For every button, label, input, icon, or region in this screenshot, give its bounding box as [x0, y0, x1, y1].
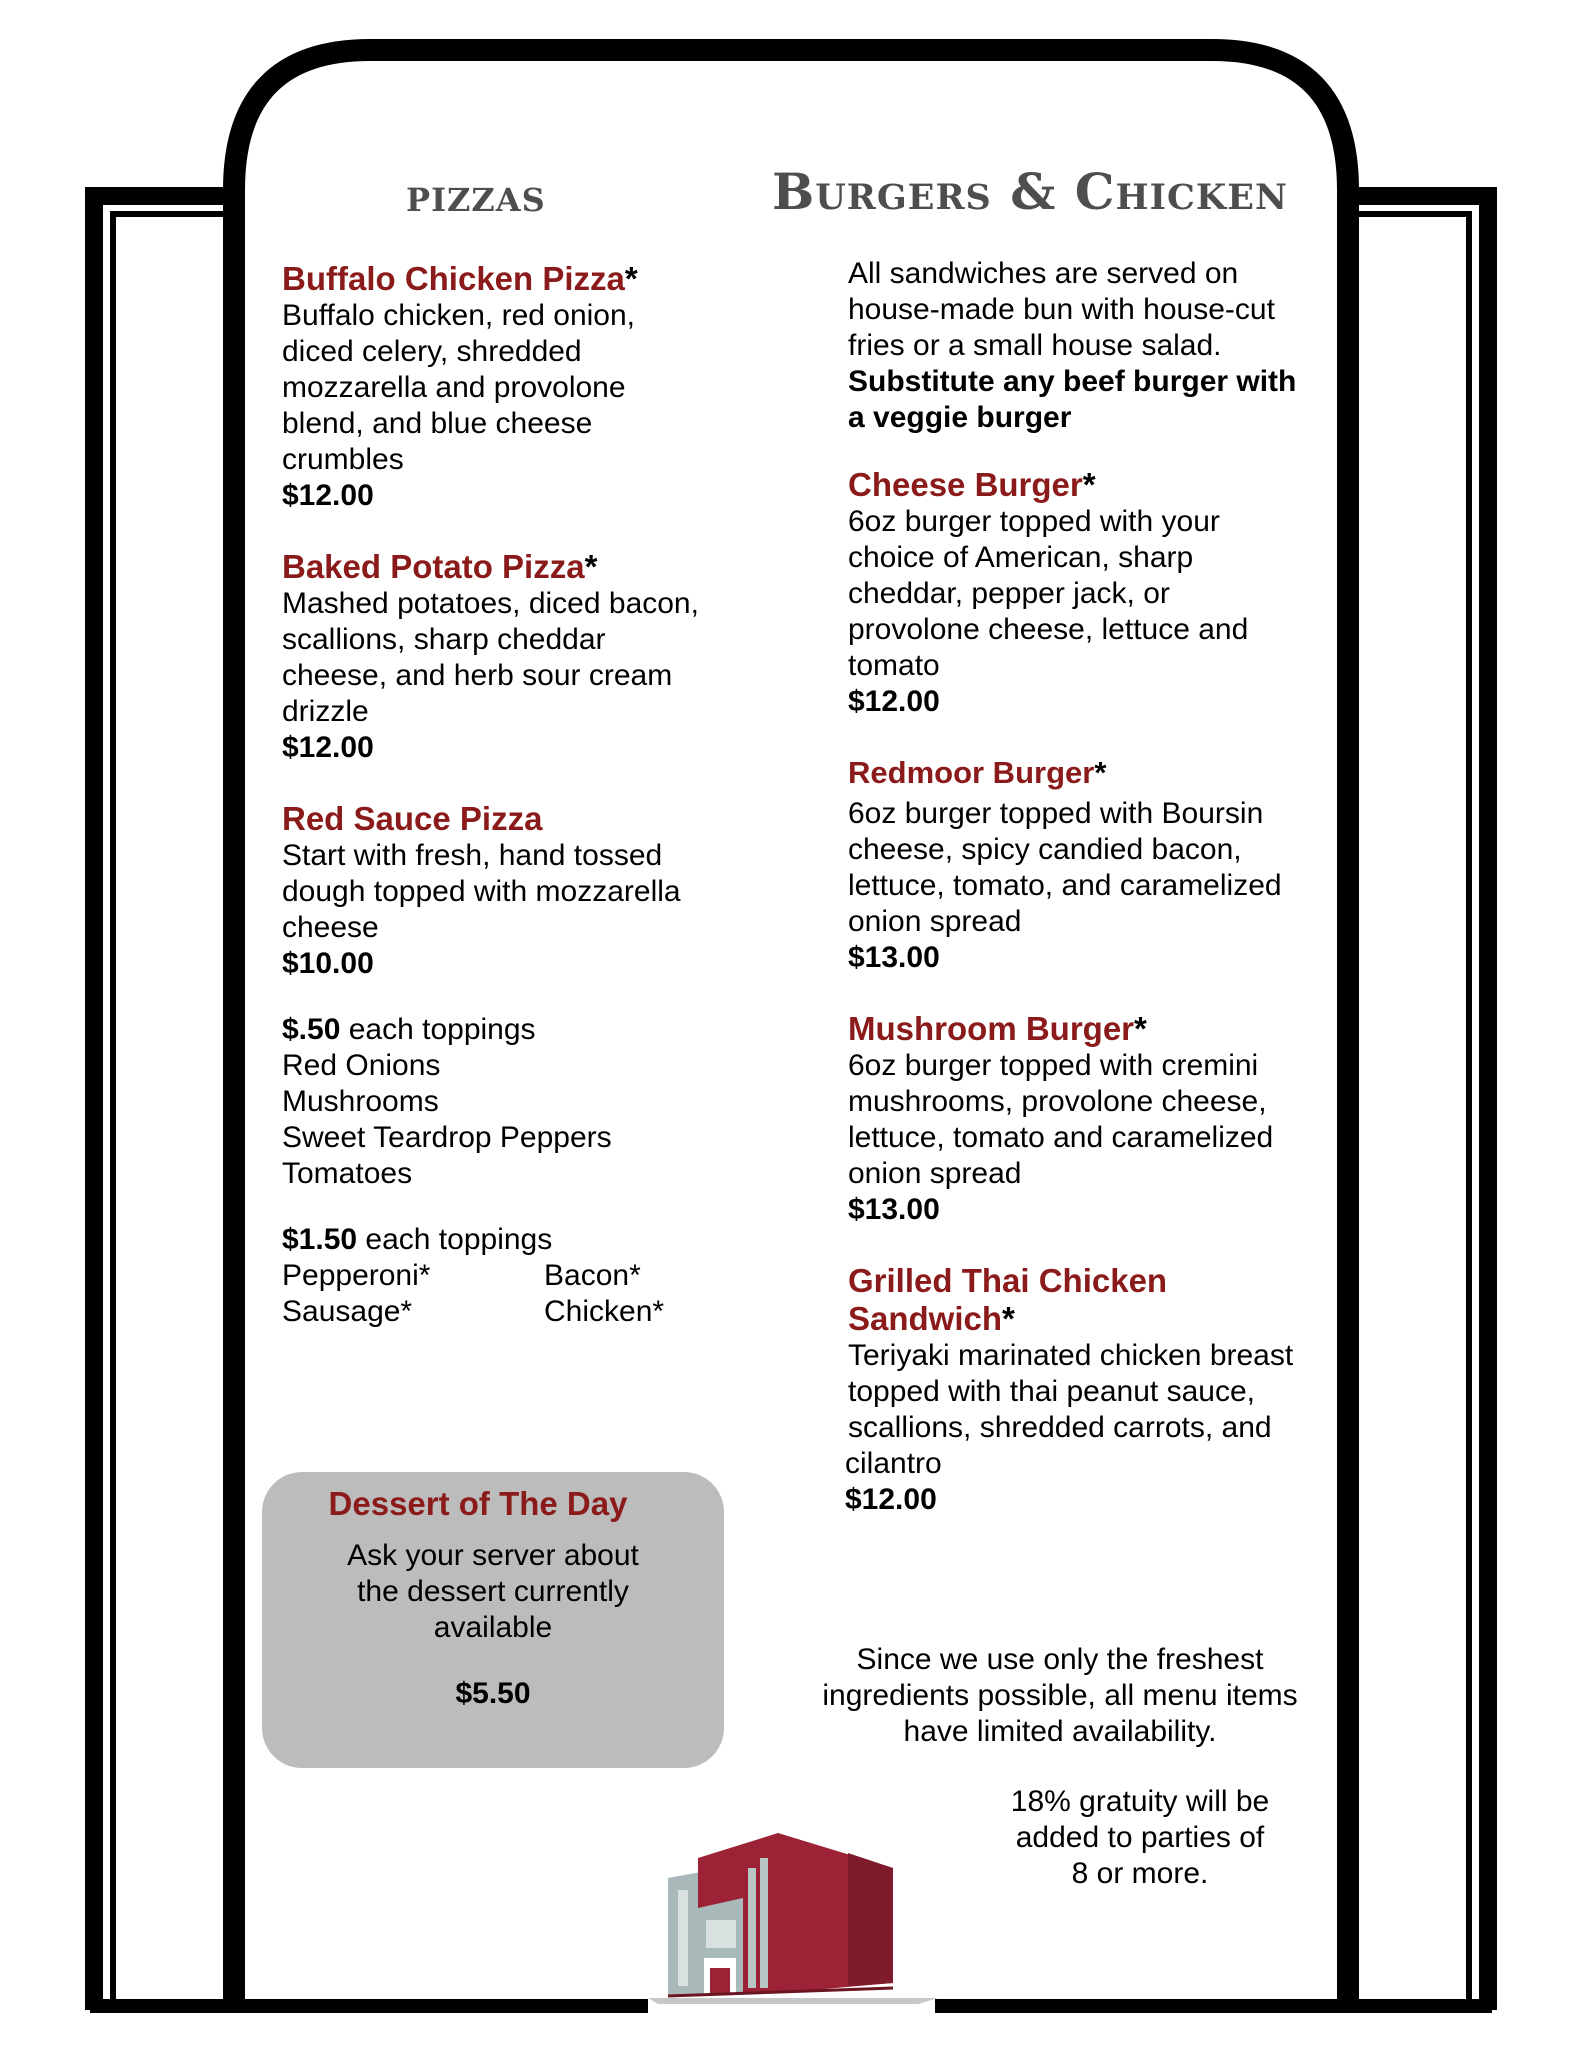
- topping-item: Sweet Teardrop Peppers: [282, 1121, 612, 1154]
- item-desc-line: crumbles: [282, 443, 404, 476]
- item-name: Red Sauce Pizza: [282, 800, 543, 837]
- item-desc-line: drizzle: [282, 695, 369, 728]
- item-desc-line: mozzarella and provolone: [282, 371, 626, 404]
- item-desc-line: scallions, sharp cheddar: [282, 623, 606, 656]
- dessert-desc-line: available: [433, 1611, 553, 1644]
- menu-item: Cheese Burger* 6oz burger topped with your choice of American, sharp cheddar, pepper jack, or provolone cheese, lettuce and tomato $12.00: [848, 466, 1328, 720]
- pizzas-column: [282, 260, 752, 1330]
- item-desc-line: onion spread: [848, 1157, 1022, 1190]
- item-desc-line: choice of American, sharp: [848, 541, 1194, 574]
- item-name: Redmoor Burger: [848, 755, 1095, 790]
- item-name: Baked Potato Pizza: [282, 548, 585, 585]
- item-desc-line: cheese, spicy candied bacon,: [848, 833, 1242, 866]
- item-price: $10.00: [282, 947, 374, 980]
- toppings-price: $1.50: [282, 1223, 358, 1256]
- burgers-heading: Burgers & Chicken: [772, 162, 1288, 221]
- item-desc-line: mushrooms, provolone cheese,: [848, 1085, 1267, 1118]
- topping-item: Pepperoni*: [282, 1259, 431, 1292]
- item-desc-line: cheese, and herb sour cream: [282, 659, 673, 692]
- topping-item: Red Onions: [282, 1049, 441, 1082]
- menu-item: Baked Potato Pizza* Mashed potatoes, diced bacon, scallions, sharp cheddar cheese, and herb sour cream drizzle $12.00: [282, 548, 752, 766]
- item-desc-line: 6oz burger topped with your: [848, 505, 1220, 538]
- item-desc-line: scallions, shredded carrots, and: [848, 1411, 1272, 1444]
- topping-item: Sausage*: [282, 1295, 413, 1328]
- item-price: $13.00: [848, 941, 940, 974]
- item-desc-line: 6oz burger topped with cremini: [848, 1049, 1259, 1082]
- gratuity-note: 18% gratuity will be added to parties of 8 or more.: [1010, 1785, 1270, 1890]
- item-desc-line: cilantro: [845, 1447, 942, 1480]
- pizzas-heading: pizzas: [406, 168, 546, 222]
- intro-bold-line: a veggie burger: [848, 401, 1072, 434]
- item-desc-line: Buffalo chicken, red onion,: [282, 299, 636, 332]
- item-desc-line: topped with thai peanut sauce,: [848, 1375, 1255, 1408]
- item-price: $12.00: [848, 685, 940, 718]
- item-desc-line: diced celery, shredded: [282, 335, 582, 368]
- item-desc-line: lettuce, tomato, and caramelized: [848, 869, 1282, 902]
- item-desc-line: blend, and blue cheese: [282, 407, 593, 440]
- intro-line: fries or a small house salad.: [848, 329, 1222, 362]
- toppings-group-a: [282, 1012, 752, 1192]
- intro-bold-line: Substitute any beef burger with: [848, 365, 1297, 398]
- item-desc-line: cheese: [282, 911, 379, 944]
- item-price: $13.00: [848, 1193, 940, 1226]
- topping-item: Tomatoes: [282, 1157, 413, 1190]
- topping-item: Chicken*: [544, 1295, 665, 1328]
- item-desc-line: dough topped with mozzarella: [282, 875, 681, 908]
- item-desc-line: 6oz burger topped with Boursin: [848, 797, 1264, 830]
- toppings-price: $.50: [282, 1013, 341, 1046]
- dessert-desc-line: the dessert currently: [357, 1575, 629, 1608]
- item-name: Cheese Burger: [848, 466, 1083, 503]
- dessert-desc-line: Ask your server about: [347, 1539, 639, 1572]
- dessert-price: $5.50: [455, 1677, 531, 1710]
- topping-item: Mushrooms: [282, 1085, 439, 1118]
- item-name: Grilled Thai Chicken: [848, 1262, 1168, 1299]
- item-desc-line: provolone cheese, lettuce and: [848, 613, 1249, 646]
- building-logo: [648, 1828, 938, 2028]
- item-name: Mushroom Burger: [848, 1010, 1135, 1047]
- item-desc-line: tomato: [848, 649, 940, 682]
- menu-item: Grilled Thai Chicken Sandwich* Teriyaki marinated chicken breast topped with thai peanut sauce, scallions, shredded carrots, and cilantro $12.00: [848, 1262, 1328, 1518]
- menu-item: [282, 800, 752, 982]
- item-desc-line: lettuce, tomato and caramelized: [848, 1121, 1274, 1154]
- item-desc-line: Mashed potatoes, diced bacon,: [282, 587, 699, 620]
- menu-item: Buffalo Chicken Pizza* Buffalo chicken, red onion, diced celery, shredded mozzarella and provolone blend, and blue cheese crumbles $12.00: [282, 260, 752, 514]
- item-name-cont: Sandwich: [848, 1300, 1003, 1337]
- item-desc-line: Start with fresh, hand tossed: [282, 839, 663, 872]
- item-name: Buffalo Chicken Pizza: [282, 260, 625, 297]
- item-price: $12.00: [282, 731, 374, 764]
- item-desc-line: Teriyaki marinated chicken breast: [848, 1339, 1294, 1372]
- burgers-column: [845, 256, 1328, 1518]
- toppings-label: each toppings: [357, 1223, 553, 1256]
- menu-item: Redmoor Burger* 6oz burger topped with Boursin cheese, spicy candied bacon, lettuce, tomato, and caramelized onion spread $13.00: [848, 754, 1328, 976]
- freshness-note: Since we use only the freshest ingredients possible, all menu items have limited availability.: [822, 1643, 1298, 1748]
- topping-item: Bacon*: [544, 1259, 641, 1292]
- dessert-box: [262, 1472, 724, 1768]
- intro-line: house-made bun with house-cut: [848, 293, 1275, 326]
- toppings-label: each toppings: [340, 1013, 536, 1046]
- item-price: $12.00: [282, 479, 374, 512]
- item-desc-line: onion spread: [848, 905, 1022, 938]
- item-desc-line: cheddar, pepper jack, or: [848, 577, 1170, 610]
- toppings-group-b: [282, 1222, 752, 1330]
- burgers-intro: [848, 256, 1328, 436]
- item-price: $12.00: [845, 1483, 937, 1516]
- intro-line: All sandwiches are served on: [848, 257, 1239, 290]
- dessert-title: Dessert of The Day: [328, 1485, 628, 1522]
- menu-item: Mushroom Burger* 6oz burger topped with cremini mushrooms, provolone cheese, lettuce, tomato and caramelized onion spread $13.00: [848, 1010, 1328, 1228]
